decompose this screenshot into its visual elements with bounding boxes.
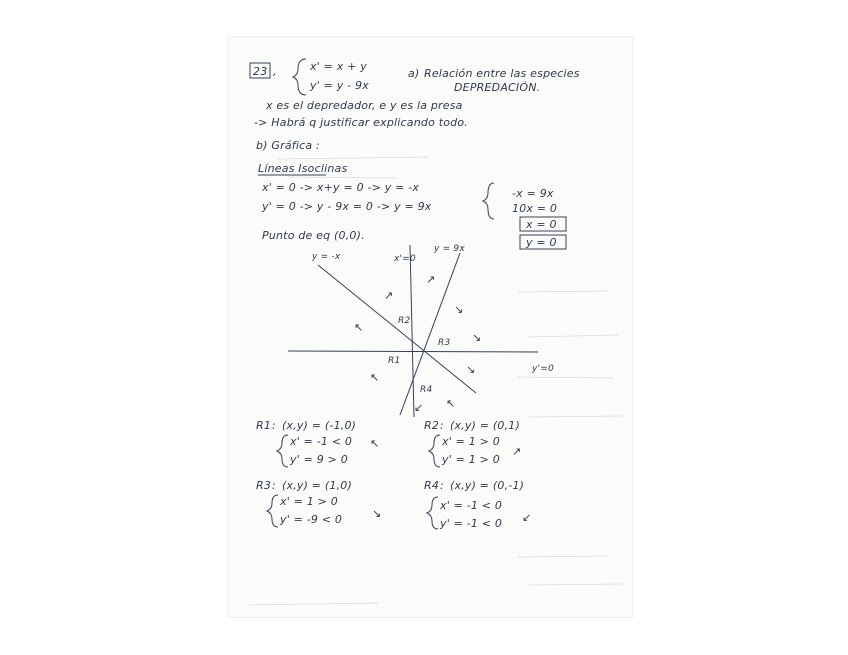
r1-label: R1: [256, 419, 272, 432]
problem-number: 23: [253, 65, 268, 78]
label-y-9x: y = 9x: [434, 244, 465, 254]
role-line: x es el depredador, e y es la presa: [266, 99, 463, 112]
svg-text::: :: [272, 419, 276, 432]
r2-arrow: ↗: [512, 445, 522, 458]
bleed-through-marks: [248, 157, 623, 605]
problem-header: [250, 59, 580, 129]
part-b: [256, 139, 566, 249]
arrow-se-1: ↘: [454, 303, 464, 316]
svg-text:,: ,: [273, 65, 277, 78]
arrow-sw-2: ↖: [446, 397, 456, 410]
svg-text::: :: [440, 479, 444, 492]
isocline-row-1: x' = 0 -> x+y = 0 -> y = -x: [262, 181, 420, 194]
arrow-se-3: ↘: [466, 363, 476, 376]
r3-eq-1: x' = 1 > 0: [280, 495, 338, 508]
arrow-sw-1: ↙: [414, 401, 424, 414]
isocline-brace: [483, 183, 494, 219]
arrow-nw-1: ↖: [354, 321, 364, 334]
equilibrium-point: Punto de eq (0,0).: [262, 229, 365, 242]
label-y-prime-zero: y'=0: [532, 364, 554, 374]
region-label-r4: R4: [420, 385, 433, 395]
brace-eq-2: 10x = 0: [512, 202, 558, 215]
arrow-se-2: ↘: [472, 331, 482, 344]
region-r3-detail: [256, 479, 381, 527]
region-r1-detail: [256, 419, 379, 467]
line-y-neg-x: [318, 265, 476, 393]
label-x-zero: x'=0: [394, 254, 416, 264]
arrow-line: -> Habrá q justificar explicando todo.: [254, 116, 468, 129]
region-label-r2: R2: [398, 316, 411, 326]
r2-eq-2: y' = 1 > 0: [442, 453, 500, 466]
r4-label: R4: [424, 479, 440, 492]
part-a-line-2: DEPREDACIÓN.: [454, 81, 541, 94]
system-brace: [293, 59, 306, 95]
r4-point: (x,y) = (0,-1): [450, 479, 525, 492]
r2-point: (x,y) = (0,1): [450, 419, 520, 432]
isocline-row-2: y' = 0 -> y - 9x = 0 -> y = 9x: [262, 200, 432, 213]
svg-text::: :: [272, 479, 276, 492]
region-r2-detail: [424, 419, 521, 467]
system-eq-2: y' = y - 9x: [310, 79, 369, 92]
arrow-ne-1: ↗: [384, 289, 394, 302]
part-a-line-1: Relación entre las especies: [424, 67, 580, 80]
r3-eq-2: y' = -9 < 0: [280, 513, 343, 526]
r3-label: R3: [256, 479, 272, 492]
boxed-x-text: x = 0: [526, 218, 557, 231]
part-b-label: b) Gráfica :: [256, 139, 320, 152]
system-eq-1: x' = x + y: [310, 60, 367, 73]
notebook-page: [228, 37, 632, 617]
brace-eq-1: -x = 9x: [512, 187, 554, 200]
phase-plane-graph: [288, 244, 554, 417]
y-axis: [410, 245, 414, 417]
r4-eq-2: y' = -1 < 0: [440, 517, 503, 530]
svg-text::: :: [440, 419, 444, 432]
arrow-nw-2: ↖: [370, 371, 380, 384]
r4-arrow: ↙: [522, 511, 532, 524]
r2-label: R2: [424, 419, 440, 432]
r4-eq-1: x' = -1 < 0: [440, 499, 503, 512]
r3-point: (x,y) = (1,0): [282, 479, 352, 492]
part-a-label: a): [408, 67, 420, 80]
region-label-r1: R1: [388, 356, 401, 366]
x-axis: [288, 351, 538, 352]
boxed-y-text: y = 0: [526, 236, 557, 249]
r1-point: (x,y) = (-1,0): [282, 419, 357, 432]
arrow-ne-2: ↗: [426, 273, 436, 286]
r3-arrow: ↘: [372, 507, 382, 520]
handwritten-notes: [228, 37, 632, 617]
r1-eq-2: y' = 9 > 0: [290, 453, 348, 466]
r1-eq-1: x' = -1 < 0: [290, 435, 353, 448]
label-y-neg-x: y = -x: [312, 252, 341, 262]
region-r4-detail: [424, 479, 531, 530]
r2-eq-1: x' = 1 > 0: [442, 435, 500, 448]
region-label-r3: R3: [438, 338, 451, 348]
isoclines-heading: Líneas Isoclinas: [258, 162, 348, 175]
r1-arrow: ↖: [370, 437, 380, 450]
